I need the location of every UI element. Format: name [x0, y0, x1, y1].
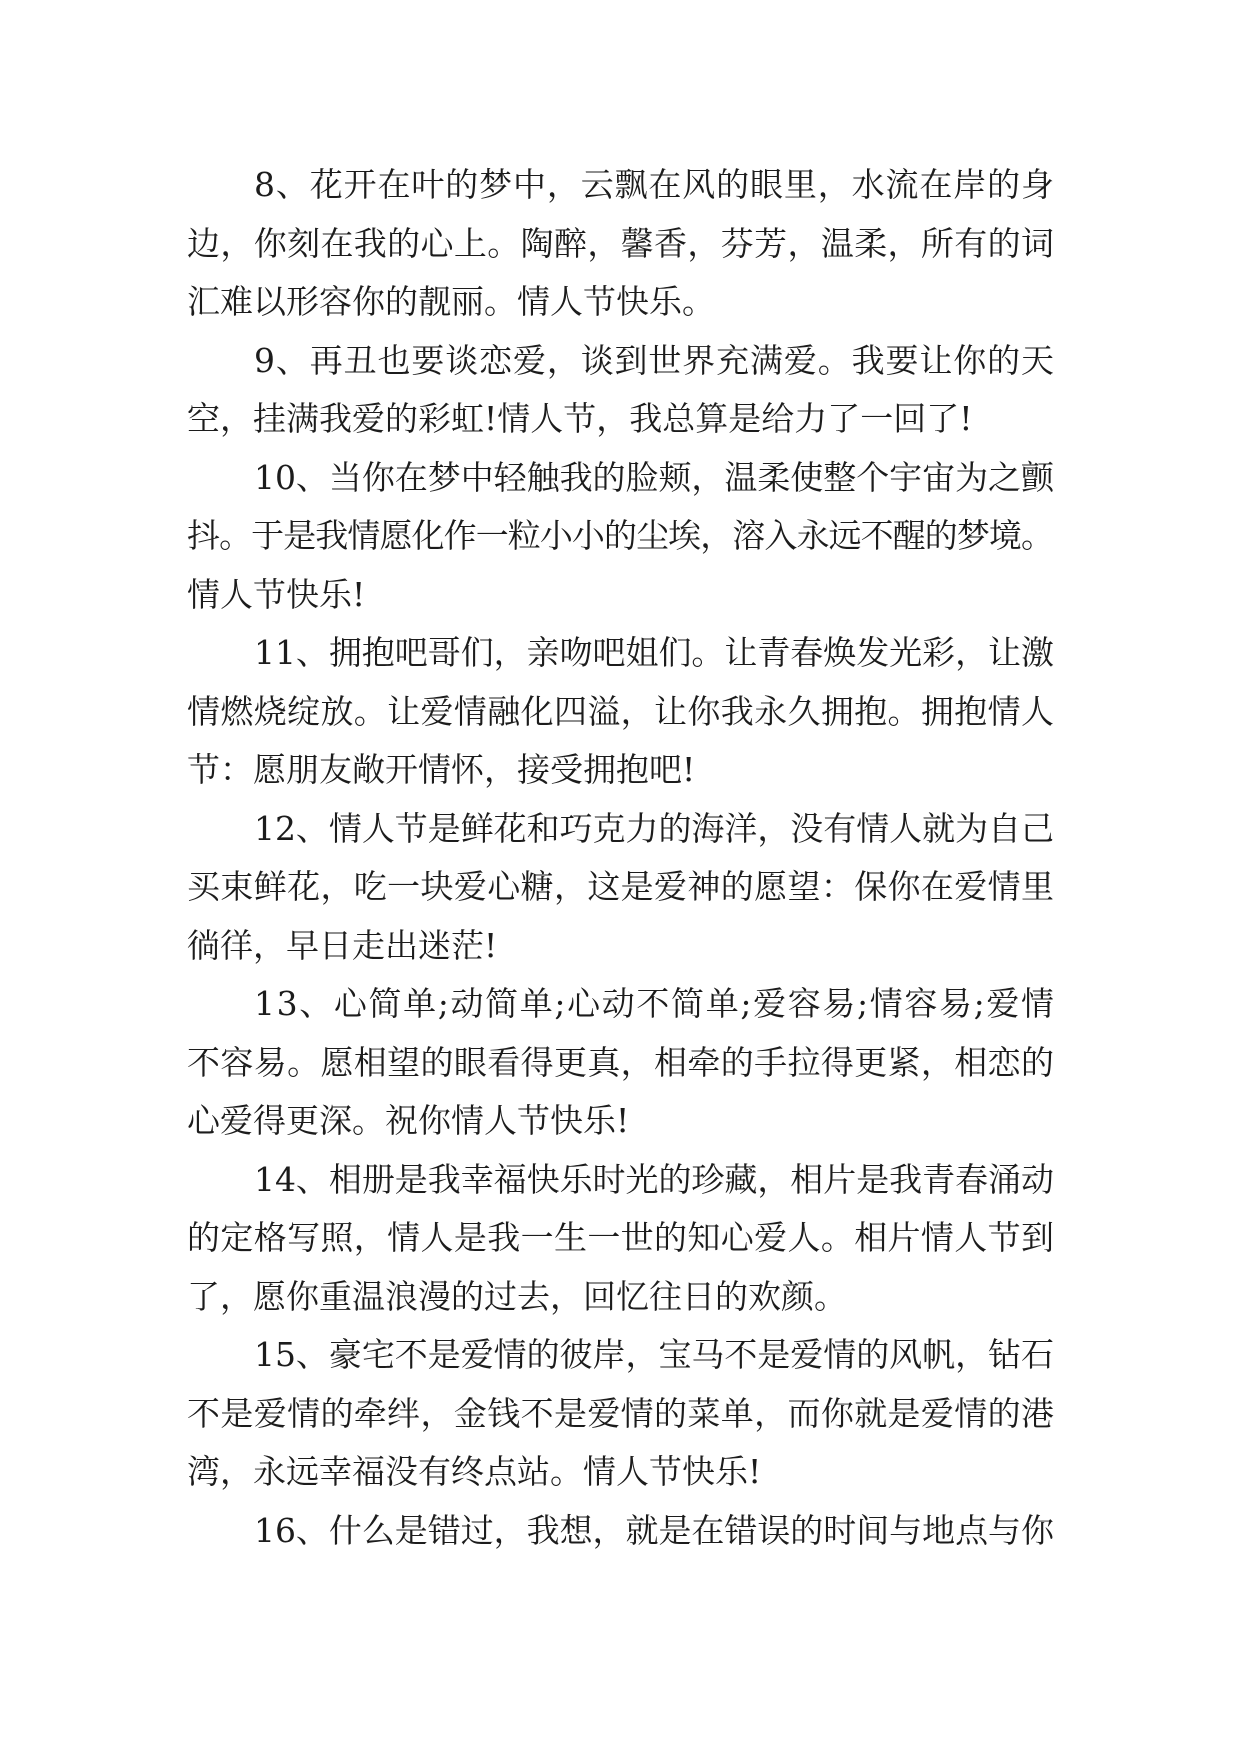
paragraph-10: [187, 449, 1054, 625]
text-line-content: 抖。于是我情愿化作一粒小小的尘埃，溶入永远不醒的梦境。: [187, 516, 1054, 555]
text-line: [187, 624, 1054, 683]
text-line-content: 买束鲜花，吃一块爱心糖，这是爱神的愿望：保你在爱情里: [187, 867, 1055, 906]
text-line: [187, 1385, 1054, 1444]
text-line: [187, 917, 1054, 976]
paragraph-16: [187, 1502, 1054, 1561]
text-line-content: 13、心简单;动简单;心动不简单;爱容易;情容易;爱情: [254, 984, 1056, 1023]
paragraph-14: [187, 1151, 1054, 1327]
text-line-content: 节：愿朋友敞开情怀，接受拥抱吧!: [187, 750, 696, 789]
text-line-content: 情燃烧绽放。让爱情融化四溢，让你我永久拥抱。拥抱情人: [187, 691, 1055, 731]
text-line: [187, 332, 1054, 391]
text-line-content: 汇难以形容你的靓丽。情人节快乐。: [187, 282, 715, 321]
text-line-content: 空，挂满我爱的彩虹!情人节，我总算是给力了一回了!: [187, 399, 973, 438]
text-line: [187, 1034, 1054, 1093]
text-line: [187, 566, 1054, 625]
text-line-content: 边，你刻在我的心上。陶醉，馨香，芬芳，温柔，所有的词: [187, 223, 1055, 263]
text-line-content: 情人节快乐!: [187, 574, 366, 614]
paragraph-12: [187, 800, 1054, 976]
text-line-content: 15、豪宅不是爱情的彼岸，宝马不是爱情的风帆，钻石: [254, 1335, 1054, 1374]
text-line-content: 湾，永远幸福没有终点站。情人节快乐!: [187, 1452, 762, 1491]
paragraph-15: [187, 1326, 1054, 1502]
text-line: [187, 1326, 1054, 1385]
text-line: [187, 156, 1054, 215]
text-line-content: 不容易。愿相望的眼看得更真，相牵的手拉得更紧，相恋的: [187, 1042, 1055, 1082]
paragraph-11: [187, 624, 1054, 800]
text-line: [187, 507, 1054, 566]
text-line: [187, 1268, 1054, 1327]
text-line-content: 11、拥抱吧哥们，亲吻吧姐们。让青春焕发光彩，让激: [254, 633, 1054, 672]
text-line-content: 9、再丑也要谈恋爱，谈到世界充满爱。我要让你的天: [254, 340, 1055, 380]
paragraph-13: [187, 975, 1054, 1151]
text-line: [187, 975, 1054, 1034]
text-line: [187, 273, 1054, 332]
text-line-content: 徜徉，早日走出迷茫!: [187, 925, 498, 965]
text-line: [187, 858, 1054, 917]
text-line-content: 了，愿你重温浪漫的过去，回忆往日的欢颜。: [187, 1276, 847, 1316]
text-line: [187, 390, 1054, 449]
text-line-content: 8、花开在叶的梦中，云飘在风的眼里，水流在岸的身: [254, 165, 1055, 204]
text-line-content: 不是爱情的牵绊，金钱不是爱情的菜单，而你就是爱情的港: [187, 1393, 1055, 1433]
document-body: [187, 156, 1054, 1560]
text-line-content: 心爱得更深。祝你情人节快乐!: [187, 1101, 630, 1140]
paragraph-9: [187, 332, 1054, 449]
paragraph-8: [187, 156, 1054, 332]
text-line: [187, 1443, 1054, 1502]
text-line: [187, 800, 1054, 859]
text-line: [187, 683, 1054, 742]
text-line: [187, 1502, 1054, 1561]
text-line: [187, 741, 1054, 800]
text-line: [187, 215, 1054, 274]
text-line: [187, 449, 1054, 508]
text-line: [187, 1151, 1054, 1210]
text-line-content: 12、情人节是鲜花和巧克力的海洋，没有情人就为自己: [254, 808, 1054, 848]
text-line: [187, 1092, 1054, 1151]
text-line-content: 10、当你在梦中轻触我的脸颊，温柔使整个宇宙为之颤: [254, 457, 1054, 497]
text-line-content: 14、相册是我幸福快乐时光的珍藏，相片是我青春涌动: [254, 1159, 1054, 1199]
text-line-content: 的定格写照，情人是我一生一世的知心爱人。相片情人节到: [187, 1218, 1055, 1257]
text-line: [187, 1209, 1054, 1268]
text-line-content: 16、什么是错过，我想，就是在错误的时间与地点与你: [254, 1510, 1054, 1550]
